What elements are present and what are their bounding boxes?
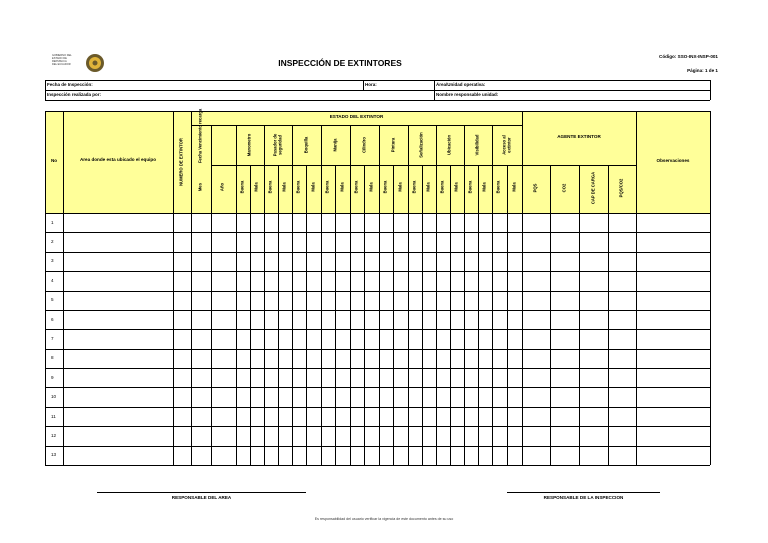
subcolumn-ano: Año: [219, 182, 225, 192]
column-area: Area donde esta ubicado el equipo: [79, 157, 157, 162]
table-row-number: 3: [51, 258, 54, 264]
subcolumn-buena: Buena: [353, 180, 359, 194]
document-code: Código: SSO-INX-INSP-001: [659, 54, 718, 59]
subcolumn-mala: Mala: [425, 182, 431, 192]
column-9-header: Visibilidad: [474, 134, 480, 156]
table-row-number: 10: [51, 394, 57, 400]
table-row-number: 4: [51, 277, 54, 283]
table-row-number: 5: [51, 297, 54, 303]
subcolumn-mes: Mes: [197, 182, 203, 192]
column-8-header: Ubicación: [446, 135, 452, 156]
page-number: Página: 1 de 1: [687, 68, 718, 73]
column-no: No: [50, 158, 58, 163]
table-row-number: 9: [51, 374, 54, 380]
agente-extintor-header: AGENTE EXTINTOR: [557, 134, 601, 139]
table-row-number: 13: [51, 452, 57, 458]
signature-line-inspection: [507, 492, 660, 493]
column-agente-1: PQS: [532, 183, 538, 193]
subcolumn-mala: Mala: [368, 182, 374, 192]
subcolumn-buena: Buena: [411, 180, 417, 194]
subcolumn-buena: Buena: [239, 180, 245, 194]
subcolumn-mala: Mala: [397, 182, 403, 192]
table-row-number: 7: [51, 336, 54, 341]
subcolumn-buena: Buena: [382, 180, 388, 194]
column-observaciones: Observaciones: [656, 158, 690, 163]
page-title: INSPECCIÓN DE EXTINTORES: [278, 58, 402, 68]
subcolumn-mala: Mala: [453, 182, 459, 192]
signature-line-area: [97, 492, 306, 493]
signature-area-label: RESPONSABLE DEL AREA: [171, 495, 232, 500]
subcolumn-buena: Buena: [495, 180, 501, 194]
subcolumn-buena: Buena: [267, 180, 273, 194]
table-row-number: 11: [51, 413, 56, 419]
subcolumn-mala: Mala: [339, 182, 345, 192]
signature-inspection-label: RESPONSABLE DE LA INSPECCION: [543, 495, 624, 500]
subcolumn-mala: Mala: [481, 182, 487, 192]
column-agente-3: CAP DE CARGA: [590, 171, 596, 205]
column-agente-2: CO2: [561, 183, 567, 193]
table-row-number: 8: [51, 355, 54, 361]
column-6-header: Pintura: [390, 137, 396, 153]
subcolumn-mala: Mala: [511, 182, 517, 192]
estado-extintor-header: ESTADO DEL EXTINTOR: [329, 114, 384, 119]
column-4-header: Manija: [332, 138, 338, 152]
logo-text: GOBIERNO DEL ESTADO DE REPUBLICA DEL ECUADOR: [52, 54, 72, 66]
subcolumn-buena: Buena: [295, 180, 301, 194]
column-5-header: Cilindro: [361, 137, 367, 153]
table-row-number: 1: [51, 219, 54, 225]
column-1-header: Manometro: [246, 133, 252, 157]
subcolumn-mala: Mala: [253, 182, 259, 192]
column-3-header: Boquilla: [303, 136, 309, 154]
subcolumn-buena: Buena: [439, 180, 445, 194]
hora-label: Hora:: [365, 82, 377, 87]
inspeccion-realizada-label: Inspección realizada por:: [47, 92, 102, 97]
fecha-inspeccion-label: Fecha de Inspección:: [47, 82, 93, 87]
column-numero-extintor: NUMERO DE EXTINTOR: [178, 138, 184, 186]
footer-note: Es responsabilidad del usuario verificar la vigencia de este documento antes de su uso: [314, 517, 454, 521]
column-agente-4: PQS/CO2: [618, 178, 624, 198]
responsable-unidad-label: Nombre responsable unidad:: [436, 92, 499, 97]
table-row-number: 2: [51, 239, 54, 245]
column-7-header: Señalización: [418, 132, 424, 158]
subcolumn-mala: Mala: [310, 182, 316, 192]
table-row-number: 12: [51, 432, 57, 438]
column-2-header: Pasador de seguridad: [272, 133, 282, 157]
table-row-number: 6: [51, 316, 54, 322]
subcolumn-mala: Mala: [281, 182, 287, 192]
subcolumn-buena: Buena: [324, 180, 330, 194]
column-fecha-vencimiento: Fecha Vencimiento recarga: [197, 108, 203, 163]
column-10-header: Acceso al extintor: [501, 135, 511, 155]
subcolumn-buena: Buena: [467, 180, 473, 194]
area-unidad-label: Área/Unidad operativa:: [436, 82, 486, 87]
